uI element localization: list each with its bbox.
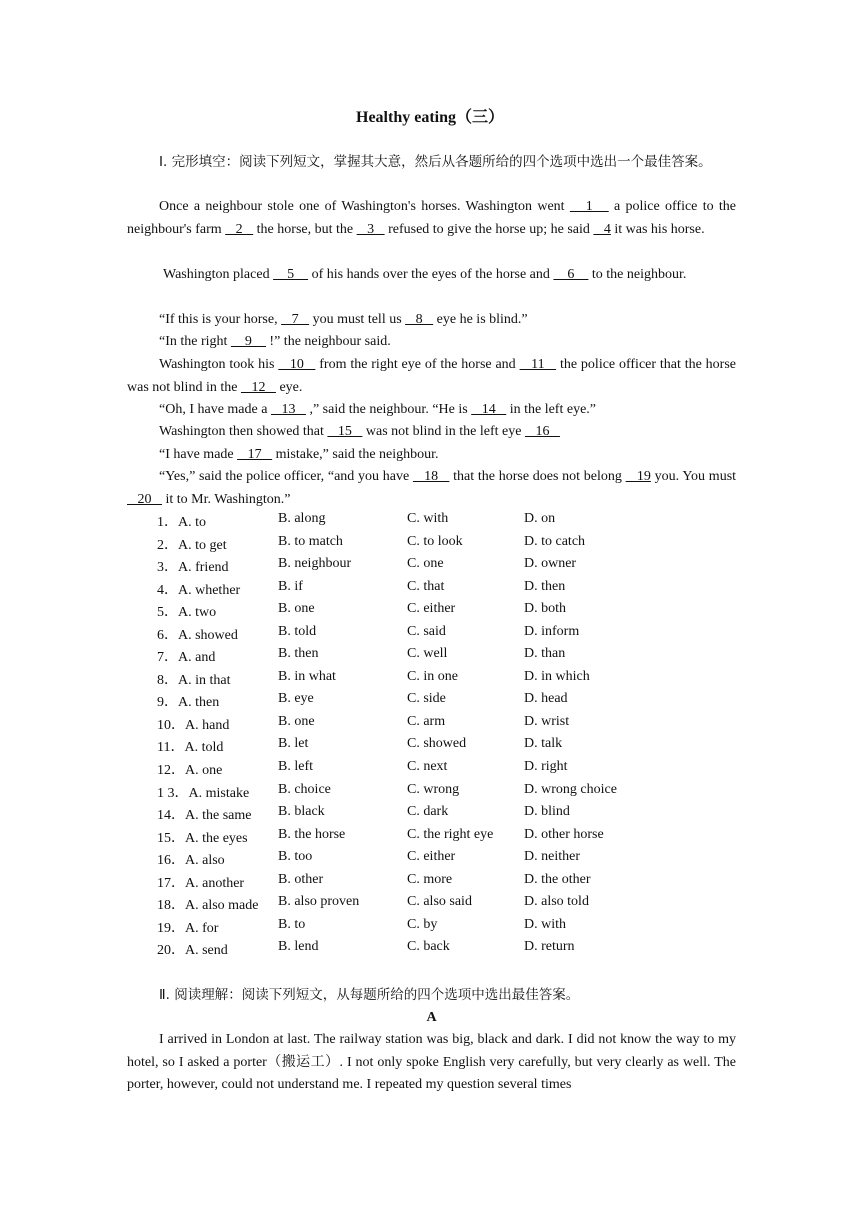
- paragraph-text: “In the right: [159, 334, 231, 349]
- cloze-paragraph: [127, 399, 736, 422]
- answer-blank: 7: [281, 312, 310, 327]
- question-row: [157, 534, 644, 557]
- option-c: C. wrong: [407, 781, 460, 797]
- option-b: B. to: [278, 916, 306, 932]
- option-d: D. blind: [524, 804, 570, 820]
- option-b: B. to match: [278, 533, 343, 549]
- option-b: B. eye: [278, 691, 314, 707]
- option-a: 1 3．A. mistake: [157, 785, 250, 801]
- question-row: [157, 736, 644, 759]
- option-d: D. than: [524, 646, 566, 662]
- option-a: 14．A. the same: [157, 808, 252, 824]
- option-c: C. back: [407, 939, 450, 955]
- option-d: D. wrist: [524, 713, 570, 729]
- option-c: C. with: [407, 511, 449, 526]
- paragraph-text: the police officer that the horse was not blind in the: [127, 357, 736, 395]
- option-b: B. along: [278, 511, 326, 526]
- cloze-paragraph: [127, 466, 736, 511]
- cloze-paragraph: [127, 196, 736, 241]
- option-b: B. left: [278, 759, 313, 775]
- paragraph-text: Washington then showed that: [159, 424, 328, 439]
- question-row: [157, 917, 644, 940]
- answer-blank: 16: [524, 424, 560, 439]
- option-c: C. side: [407, 691, 446, 707]
- question-row: [157, 782, 644, 805]
- option-a: 3．A. friend: [157, 560, 229, 576]
- answer-blank: 13: [270, 402, 306, 417]
- option-c: C. in one: [407, 668, 458, 684]
- answer-blank: 3: [356, 221, 385, 237]
- option-a: 7．A. and: [157, 650, 216, 666]
- option-b: B. lend: [278, 939, 319, 955]
- question-row: [157, 624, 644, 647]
- answer-blank: 1: [569, 199, 609, 214]
- option-a: 12．A. one: [157, 763, 223, 779]
- option-a: 17．A. another: [157, 875, 245, 891]
- answer-blank: 15: [327, 424, 363, 439]
- paragraph-text: !” the neighbour said.: [265, 334, 391, 349]
- page-title: Healthy eating（三）: [356, 109, 504, 126]
- option-c: C. either: [407, 601, 456, 617]
- option-d: D. with: [524, 916, 566, 932]
- paragraph-text: the horse, but the: [253, 221, 357, 237]
- option-b: B. the horse: [278, 826, 346, 842]
- option-d: D. to catch: [524, 533, 586, 549]
- option-c: C. either: [407, 849, 456, 865]
- paragraph-text: refused to give the horse up; he said: [384, 221, 594, 237]
- passage-label: A: [426, 1010, 437, 1025]
- option-d: D. in which: [524, 668, 590, 684]
- option-b: B. other: [278, 871, 324, 887]
- paragraph-text: a police office to the neighbour's farm: [127, 199, 736, 237]
- question-row: [157, 804, 644, 827]
- answer-blank: 2: [225, 221, 254, 237]
- option-a: 5．A. two: [157, 605, 217, 621]
- answer-blank: 18: [412, 469, 450, 484]
- question-row: [157, 827, 644, 850]
- option-c: C. the right eye: [407, 826, 494, 842]
- option-d: D. also told: [524, 894, 589, 910]
- option-d: D. then: [524, 578, 566, 594]
- option-d: D. other horse: [524, 826, 604, 842]
- option-d: D. owner: [524, 556, 577, 572]
- paragraph-text: you. You must: [650, 469, 737, 484]
- section1-heading: Ⅰ. 完形填空：阅读下列短文，掌握其大意，然后从各题所给的四个选项中选出一个最佳答案。: [159, 154, 712, 170]
- option-b: B. told: [278, 623, 317, 639]
- option-a: 15．A. the eyes: [157, 830, 248, 846]
- option-a: 18．A. also made: [157, 898, 259, 914]
- cloze-paragraph: [127, 264, 736, 287]
- option-d: D. head: [524, 691, 568, 707]
- option-c: C. that: [407, 578, 445, 594]
- answer-blank: 5: [273, 267, 309, 282]
- paragraph-text: ,” said the neighbour. “He is: [305, 402, 472, 417]
- option-c: C. more: [407, 871, 453, 887]
- option-b: B. one: [278, 601, 315, 617]
- answer-blank: 10: [278, 357, 316, 372]
- option-a: 10．A. hand: [157, 717, 230, 733]
- option-a: 2．A. to get: [157, 537, 227, 553]
- option-a: 1．A. to: [157, 515, 206, 530]
- option-c: C. by: [407, 916, 438, 932]
- question-row: [157, 714, 644, 737]
- option-c: C. showed: [407, 736, 467, 752]
- paragraph-text: Once a neighbour stole one of Washington's horses. Washington went: [159, 199, 570, 214]
- paragraph-text: eye he is blind.”: [433, 312, 528, 327]
- option-d: D. on: [524, 511, 556, 526]
- question-row: [157, 556, 644, 579]
- paragraph-text: mistake,” said the neighbour.: [272, 447, 439, 462]
- answer-blank: 8: [405, 312, 434, 327]
- option-a: 11．A. told: [157, 740, 224, 756]
- paragraph-text: “I have made: [159, 447, 238, 462]
- answer-blank: 20: [127, 491, 162, 507]
- option-c: C. next: [407, 759, 448, 775]
- question-row: [157, 849, 644, 872]
- paragraph-text: eye.: [275, 379, 303, 395]
- section2-heading: Ⅱ. 阅读理解：阅读下列短文，从每题所给的四个选项中选出最佳答案。: [159, 987, 580, 1003]
- option-b: B. one: [278, 713, 315, 729]
- option-b: B. neighbour: [278, 556, 352, 572]
- option-b: B. in what: [278, 668, 336, 684]
- option-b: B. if: [278, 578, 303, 594]
- question-row: [157, 894, 644, 917]
- option-b: B. too: [278, 849, 313, 865]
- paragraph-text: it was his horse.: [610, 221, 705, 237]
- paragraph-text: it to Mr. Washington.”: [162, 491, 291, 507]
- paragraph-text: was not blind in the left eye: [362, 424, 525, 439]
- option-a: 6．A. showed: [157, 627, 238, 643]
- option-a: 4．A. whether: [157, 582, 241, 598]
- question-row: [157, 872, 644, 895]
- option-d: D. both: [524, 601, 566, 617]
- option-d: D. the other: [524, 871, 591, 887]
- option-c: C. to look: [407, 533, 463, 549]
- option-d: D. wrong choice: [524, 781, 617, 797]
- options-table: [157, 511, 644, 962]
- option-d: D. neither: [524, 849, 580, 865]
- option-d: D. right: [524, 759, 568, 775]
- cloze-paragraph: [127, 354, 736, 399]
- question-row: [157, 579, 644, 602]
- option-a: 8．A. in that: [157, 672, 231, 688]
- question-row: [157, 759, 644, 782]
- option-c: C. arm: [407, 713, 446, 729]
- answer-blank: 14: [471, 402, 507, 417]
- paragraph-text: Washington took his: [159, 357, 279, 372]
- option-b: B. also proven: [278, 894, 360, 910]
- paragraph-text: that the horse does not belong: [449, 469, 626, 484]
- paragraph-text: from the right eye of the horse and: [315, 357, 520, 372]
- cloze-paragraph: [127, 331, 736, 354]
- cloze-paragraph: [127, 444, 736, 467]
- cloze-paragraph: [127, 309, 736, 332]
- question-row: [157, 646, 644, 669]
- option-c: C. also said: [407, 894, 472, 910]
- option-c: C. said: [407, 623, 446, 639]
- paragraph-text: “Oh, I have made a: [159, 402, 271, 417]
- answer-blank: 11: [519, 357, 557, 372]
- option-c: C. one: [407, 556, 444, 572]
- paragraph-text: to the neighbour.: [588, 267, 687, 282]
- option-b: B. then: [278, 646, 319, 662]
- answer-blank: 17: [237, 447, 273, 462]
- option-b: B. let: [278, 736, 309, 752]
- option-c: C. dark: [407, 804, 449, 820]
- paragraph-text: you must tell us: [309, 312, 406, 327]
- option-d: D. return: [524, 939, 575, 955]
- answer-blank: 9: [230, 334, 266, 349]
- option-a: 16．A. also: [157, 853, 225, 869]
- option-a: 20．A. send: [157, 943, 228, 959]
- answer-blank: 19: [625, 469, 651, 484]
- answer-blank: 12: [240, 379, 276, 395]
- question-row: [157, 601, 644, 624]
- cloze-paragraph: [127, 421, 736, 444]
- option-a: 19．A. for: [157, 920, 219, 936]
- option-d: D. talk: [524, 736, 563, 752]
- question-row: [157, 669, 644, 692]
- option-a: 9．A. then: [157, 695, 220, 711]
- option-b: B. choice: [278, 781, 331, 797]
- reading-passage: I arrived in London at last. The railway station was big, black and dark. I did not know the way to my hotel, so I asked a porter（搬运工）. I not only spoke English very carefully, but very clearly as well. The porter, however, could not understand me. I repeated my question several times: [127, 1032, 736, 1093]
- paragraph-text: Washington placed: [163, 267, 274, 282]
- question-row: [157, 691, 644, 714]
- paragraph-text: “If this is your horse,: [159, 312, 282, 327]
- paragraph-text: in the left eye.”: [506, 402, 596, 417]
- option-d: D. inform: [524, 623, 580, 639]
- option-c: C. well: [407, 646, 448, 662]
- answer-blank: 4: [593, 221, 611, 237]
- answer-blank: 6: [553, 267, 589, 282]
- question-row: [157, 511, 644, 534]
- option-b: B. black: [278, 804, 325, 820]
- question-row: [157, 939, 644, 962]
- paragraph-text: of his hands over the eyes of the horse and: [308, 267, 554, 282]
- paragraph-text: “Yes,” said the police officer, “and you have: [159, 469, 413, 484]
